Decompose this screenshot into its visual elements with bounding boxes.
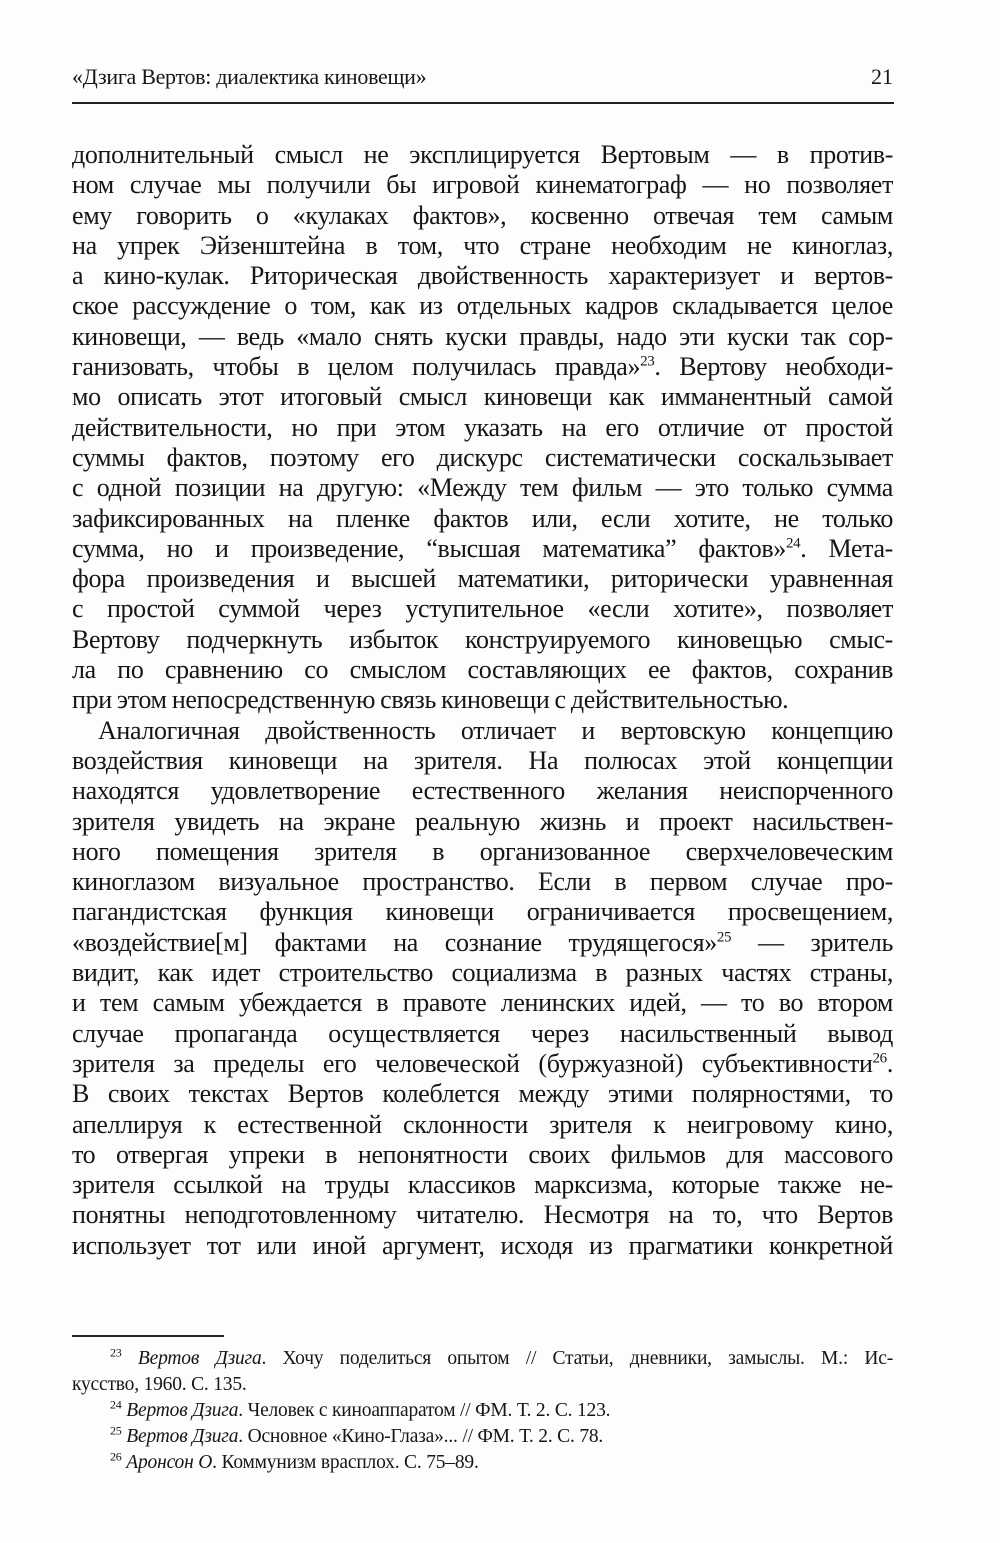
- running-header: [72, 64, 893, 94]
- line-text: на упрек Эйзенштейна в том, что стране необходим не киноглаз,: [72, 230, 893, 260]
- line-text: понятны неподготовленному читателю. Несмотря на то, что Вертов: [72, 1200, 893, 1230]
- text-line: [72, 504, 893, 534]
- line-text: киновещи, — ведь «мало снять куски правды, надо эти куски так сор-: [72, 321, 893, 351]
- text-line: [72, 261, 893, 291]
- line-text: пагандистская функция киновещи ограничивается просвещением,: [72, 897, 893, 927]
- text-line: [72, 201, 893, 231]
- line-text: ему говорить о «кулаках фактов», косвенно отвечая тем самым: [72, 200, 893, 230]
- footnote-ref[interactable]: 25: [716, 929, 732, 946]
- text-line: [72, 776, 893, 806]
- text-line: [72, 413, 893, 443]
- text-line: [72, 170, 893, 200]
- footnote-ref[interactable]: 23: [640, 353, 655, 370]
- footnote-author: Вертов Дзига: [137, 1348, 262, 1369]
- header-rule: [72, 102, 894, 104]
- footnote-24: [72, 1398, 893, 1424]
- line-text: находятся удовлетворение естественного желания неиспорченного: [72, 776, 893, 806]
- text-line: [72, 1200, 893, 1230]
- line-text: суммы фактов, поэтому его дискурс систематически соскальзывает: [72, 442, 893, 472]
- footnote-author: Вертов Дзига: [126, 1400, 239, 1421]
- body-text: [72, 140, 893, 1261]
- footnote-23: [72, 1346, 893, 1372]
- text-line: [72, 928, 893, 958]
- line-text-after: . Вертову необходи-: [654, 352, 893, 382]
- text-line: [72, 473, 893, 503]
- footnote-text: . Человек с киноаппаратом // ФМ. Т. 2. С. 123.: [238, 1400, 611, 1421]
- footnote-text: . Хочу поделиться опытом // Статьи, дневники, замыслы. М.: Ис-: [261, 1348, 893, 1369]
- text-line: [72, 807, 893, 837]
- line-text: воздействия киновещи на зрителя. На полюсах этой концепции: [72, 745, 893, 775]
- paragraph: [72, 140, 893, 716]
- text-line: [72, 140, 893, 170]
- text-line: [72, 897, 893, 927]
- line-text: при этом непосредственную связь киновещи с действительностью.: [72, 685, 789, 715]
- line-text: сумма, но и произведение, “высшая математика” фактов»: [72, 533, 786, 563]
- line-text: действительности, но при этом указать на его отличие от простой: [72, 412, 893, 442]
- text-line: [72, 1110, 893, 1140]
- text-line: [72, 1019, 893, 1049]
- running-title: «Дзига Вертов: диалектика киновещи»: [72, 64, 427, 89]
- line-text: с одной позиции на другую: «Между тем фильм — это только сумма: [72, 473, 893, 503]
- line-text: случае пропаганда осуществляется через насильственный вывод: [72, 1018, 893, 1048]
- footnote-26: [72, 1450, 893, 1476]
- line-text: Аналогичная двойственность отличает и вертовскую концепцию: [98, 715, 893, 745]
- line-text: дополнительный смысл не эксплицируется Вертовым — в против-: [72, 140, 893, 169]
- line-text-after: — зритель: [731, 927, 893, 957]
- line-text: зрителя за пределы его человеческой (буржуазной) субъективности: [72, 1048, 873, 1078]
- text-line: [72, 685, 893, 715]
- text-line: [72, 716, 893, 746]
- line-text: ном случае мы получили бы игровой кинематограф — но позволяет: [72, 170, 893, 200]
- footnote-ref[interactable]: 26: [872, 1050, 887, 1067]
- text-line: [72, 655, 893, 685]
- footnote-continuation: кусство, 1960. С. 135.: [72, 1374, 247, 1395]
- text-line: [72, 443, 893, 473]
- line-text: киноглазом визуальное пространство. Если в первом случае про-: [72, 867, 893, 897]
- text-line: [72, 1049, 893, 1079]
- line-text: зрителя ссылкой на труды классиков марксизма, которые также не-: [72, 1170, 893, 1200]
- line-text: зафиксированных на пленке фактов или, если хотите, не только: [72, 503, 893, 533]
- line-text: ного помещения зрителя в организованное сверхчеловеческим: [72, 836, 893, 866]
- footnote-ref[interactable]: 24: [785, 535, 801, 552]
- footnote-text: . Коммунизм врасплох. С. 75–89.: [212, 1452, 479, 1473]
- text-line: [72, 1170, 893, 1200]
- line-text: то отвергая упреки в непонятности своих фильмов для массового: [72, 1139, 893, 1169]
- footnote-number: 25: [110, 1423, 122, 1438]
- text-line: [72, 534, 893, 564]
- line-text: фора произведения и высшей математики, риторически уравненная: [72, 564, 893, 594]
- line-text: использует тот или иной аргумент, исходя из прагматики конкретной: [72, 1230, 893, 1260]
- text-line: [72, 1231, 893, 1261]
- text-line: [72, 291, 893, 321]
- text-line: [72, 988, 893, 1018]
- footnote-author: Вертов Дзига: [126, 1426, 239, 1447]
- text-line: [72, 746, 893, 776]
- text-line: [72, 594, 893, 624]
- line-text: апеллируя к естественной склонности зрителя к неигровому кино,: [72, 1109, 893, 1139]
- line-text-after: . Мета-: [800, 533, 893, 563]
- line-text: зрителя увидеть на экране реальную жизнь и проект насильствен-: [72, 806, 893, 836]
- text-line: [72, 564, 893, 594]
- text-line: [72, 867, 893, 897]
- line-text: а кино-кулак. Риторическая двойственность характеризует и вертов-: [72, 261, 893, 291]
- footnote-number: 24: [110, 1397, 122, 1412]
- footnote-number: 26: [110, 1449, 122, 1464]
- line-text: ла по сравнению со смыслом составляющих ее фактов, сохранив: [72, 655, 893, 685]
- line-text: с простой суммой через уступительное «если хотите», позволяет: [72, 594, 893, 624]
- text-line: [72, 352, 893, 382]
- footnote-25: [72, 1424, 893, 1450]
- footnotes: [72, 1346, 893, 1476]
- line-text: видит, как идет строительство социализма в разных частях страны,: [72, 958, 893, 988]
- line-text: и тем самым убеждается в правоте ленинских идей, — то во втором: [72, 988, 893, 1018]
- footnote-text: . Основное «Кино-Глаза»... // ФМ. Т. 2. С. 78.: [238, 1426, 604, 1447]
- line-text: «воздействие[м] фактами на сознание трудящегося»: [72, 927, 717, 957]
- footnote-number: 23: [110, 1345, 122, 1360]
- line-text: мо описать этот итоговый смысл киновещи как имманентный самой: [72, 382, 893, 412]
- footnote-author: Аронсон О: [126, 1452, 213, 1473]
- text-line: [72, 837, 893, 867]
- line-text: ганизовать, чтобы в целом получилась правда»: [72, 352, 641, 382]
- text-line: [72, 1140, 893, 1170]
- text-line: [72, 625, 893, 655]
- text-line: [72, 322, 893, 352]
- text-line: [72, 382, 893, 412]
- text-line: [72, 231, 893, 261]
- line-text: В своих текстах Вертов колеблется между этими полярностями, то: [72, 1079, 893, 1109]
- footnote-separator: [72, 1335, 224, 1337]
- page-number: 21: [871, 64, 893, 89]
- text-line: [72, 958, 893, 988]
- line-text-after: .: [886, 1048, 893, 1078]
- line-text: ское рассуждение о том, как из отдельных кадров складывается целое: [72, 291, 893, 321]
- text-line: [72, 1079, 893, 1109]
- line-text: Вертову подчеркнуть избыток конструируемого киновещью смыс-: [72, 624, 893, 654]
- paragraph: [72, 716, 893, 1261]
